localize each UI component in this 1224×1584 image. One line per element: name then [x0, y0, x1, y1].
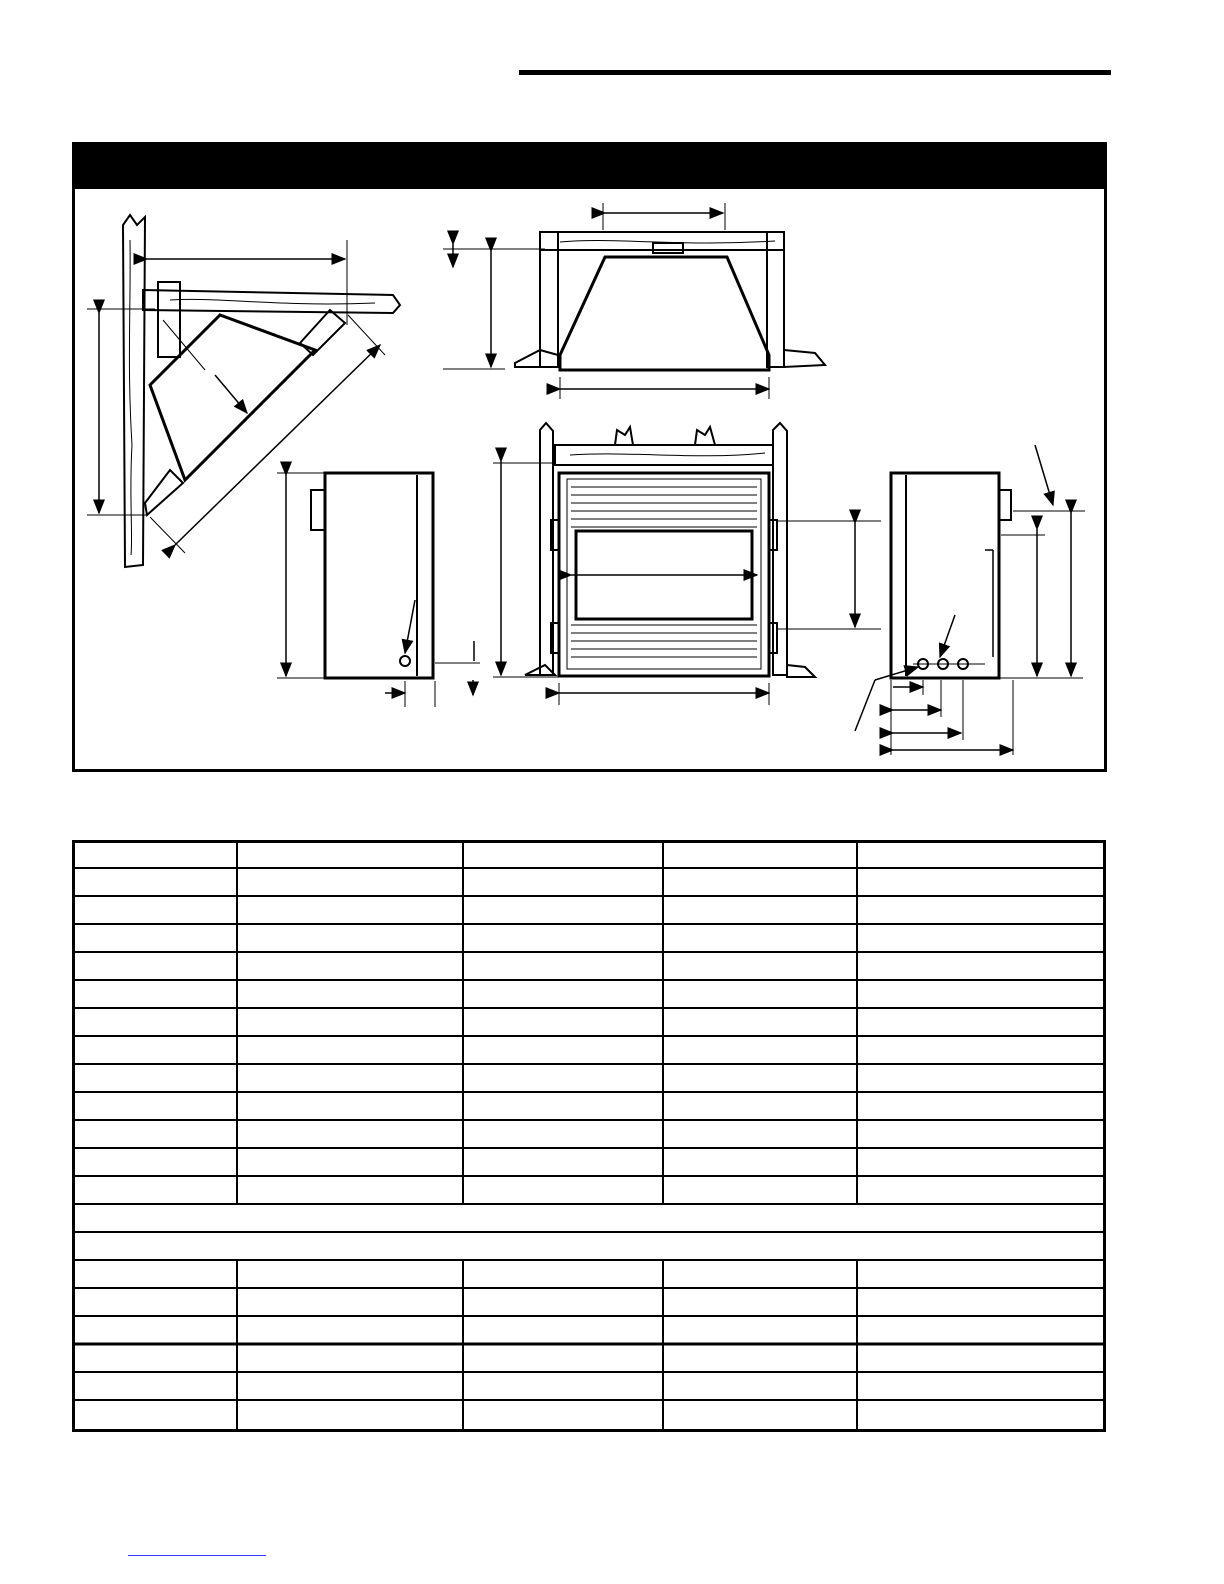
- brace-lower: [145, 470, 183, 515]
- footer-link-underline[interactable]: [128, 1555, 266, 1556]
- dimension-figure: [72, 142, 1107, 772]
- top-right-stud: [767, 232, 784, 367]
- front-view: [493, 423, 881, 705]
- top-view: [443, 203, 825, 399]
- wall-stud: [123, 215, 145, 567]
- corner-install-view: [87, 215, 400, 567]
- right-side-view: [855, 445, 1085, 755]
- brace-upper: [300, 310, 345, 355]
- header-rule: [519, 70, 1111, 75]
- table-grid: [75, 843, 1103, 1429]
- left-side-view: [277, 473, 480, 707]
- figure-drawings: [75, 145, 1104, 769]
- top-firebox: [560, 257, 769, 370]
- ceiling-joist: [143, 290, 400, 313]
- firebox-outline: [150, 315, 315, 480]
- top-left-stud: [540, 232, 558, 367]
- gas-inlet-left: [400, 656, 410, 666]
- vent-collar: [158, 282, 180, 357]
- right-cabinet: [891, 473, 999, 678]
- specification-table: [72, 840, 1106, 1432]
